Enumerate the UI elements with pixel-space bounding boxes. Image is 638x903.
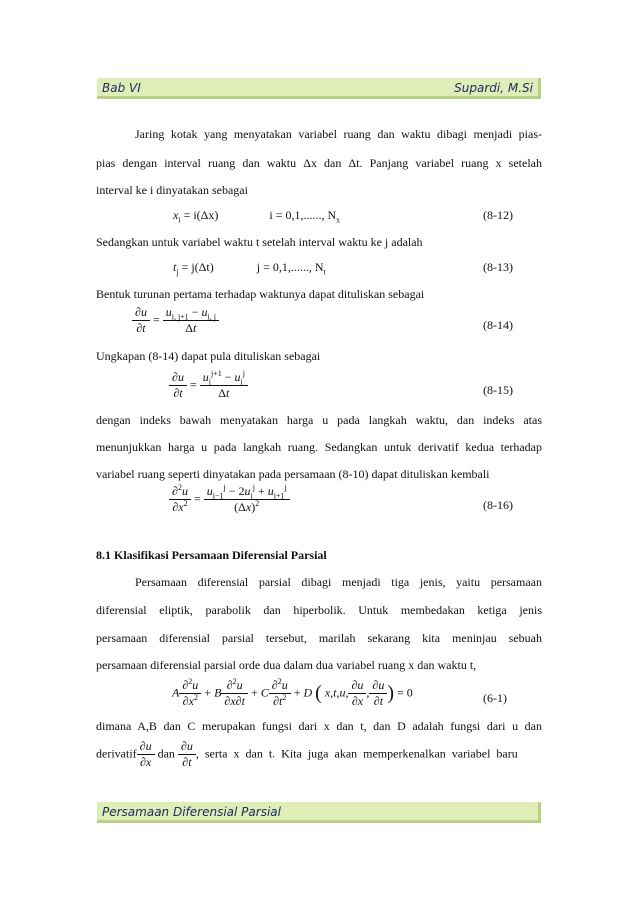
equation-number-8-15: (8-15) bbox=[483, 383, 513, 397]
paragraph-2: Sedangkan untuk variabel waktu t setelah interval waktu ke j adalah bbox=[96, 235, 423, 249]
paragraph-7: dimana A,B dan C merupakan fungsi dari x dan t, dan D adalah fungsi dari u dan bbox=[96, 719, 542, 733]
section-title: 8.1 Klasifikasi Persamaan Diferensial Parsial bbox=[96, 548, 327, 562]
author-label: Supardi, M.Si bbox=[454, 81, 533, 95]
paragraph-6-line-3: persamaan diferensial parsial tersebut, marilah sekarang kita meninjau sebuah bbox=[96, 631, 542, 645]
chapter-label: Bab VI bbox=[102, 81, 141, 95]
equation-6-1: A $\frac{\partial^2u}{\partial x^2}$ + B $\frac{\partial^2u}{\partial x\partial t}$ + C $\frac{\partial^2u}{\partial t^2}$ + D ( x,t,u, $\frac{\partial u}{\partial x}$ , $\frac{\partial u}{\partial t}$ ) = 0 bbox=[172, 677, 413, 708]
equation-8-16: $\frac{\partial^2u}{\partial x^2}$ = $\frac{u_{i-1}^j - 2u_i^j + u_{i+1}^j}{(\Delta x)^2}$ bbox=[169, 484, 290, 515]
paragraph-5-line-1: dengan indeks bawah menyatakan harga u pada langkah waktu, dan indeks atas bbox=[96, 413, 542, 427]
paragraph-5-line-3: variabel ruang seperti dinyatakan pada persamaan (8-10) dapat dituliskan kembali bbox=[96, 467, 490, 481]
paragraph-6-line-2: diferensial eliptik, parabolik dan hiperbolik. Untuk membedakan ketiga jenis bbox=[96, 603, 542, 617]
paragraph-1-line-1: Jaring kotak yang menyatakan variabel ruang dan waktu dibagi menjadi pias- bbox=[135, 127, 542, 141]
equation-number-8-16: (8-16) bbox=[483, 498, 513, 512]
paragraph-6-line-4: persamaan diferensial parsial orde dua dalam dua variabel ruang x dan waktu t, bbox=[96, 658, 477, 672]
paragraph-8: derivatif $\frac{\partial u}{\partial x}$ dan $\frac{\partial u}{\partial t}$ , serta x dan t. Kita juga akan memperkenalkan variabel baru bbox=[96, 739, 518, 769]
paragraph-6-line-1: Persamaan diferensial parsial dibagi menjadi tiga jenis, yaitu persamaan bbox=[135, 575, 542, 589]
equation-8-12: $x_i = i(\Delta x) i = 0,1$,......, $N_x$ bbox=[173, 208, 341, 225]
paragraph-5-line-2: menunjukkan harga u pada langkah ruang. Sedangkan untuk derivatif kedua terhadap bbox=[96, 440, 542, 454]
equation-number-8-14: (8-14) bbox=[483, 318, 513, 332]
page-footer bbox=[97, 802, 541, 823]
paragraph-3: Bentuk turunan pertama terhadap waktunya dapat dituliskan sebagai bbox=[96, 287, 425, 301]
equation-8-15: $\frac{\partial u}{\partial t}$ = $\frac{u_i^{j+1} - u_i^j}{\Delta t}$ bbox=[169, 370, 248, 401]
equation-number-8-12: (8-12) bbox=[483, 208, 513, 222]
paragraph-4: Ungkapan (8-14) dapat pula dituliskan sebagai bbox=[96, 349, 321, 363]
paragraph-1-line-2: pias dengan interval ruang dan waktu Δx dan Δt. Panjang variabel ruang x setelah bbox=[96, 156, 542, 170]
equation-8-13: $t_j = j(\Delta t) j = 0,1$,......, $N_t$ bbox=[173, 260, 326, 277]
paragraph-1-line-3: interval ke i dinyatakan sebagai bbox=[96, 183, 248, 197]
equation-number-6-1: (6-1) bbox=[483, 691, 507, 705]
equation-number-8-13: (8-13) bbox=[483, 260, 513, 274]
equation-8-14: $\frac{\partial u}{\partial t}$ = $\frac{u_{i, j+1} - u_{i, j}}{\Delta t}$ bbox=[132, 305, 219, 336]
book-title: Persamaan Diferensial Parsial bbox=[102, 805, 281, 819]
page-header bbox=[97, 78, 541, 99]
